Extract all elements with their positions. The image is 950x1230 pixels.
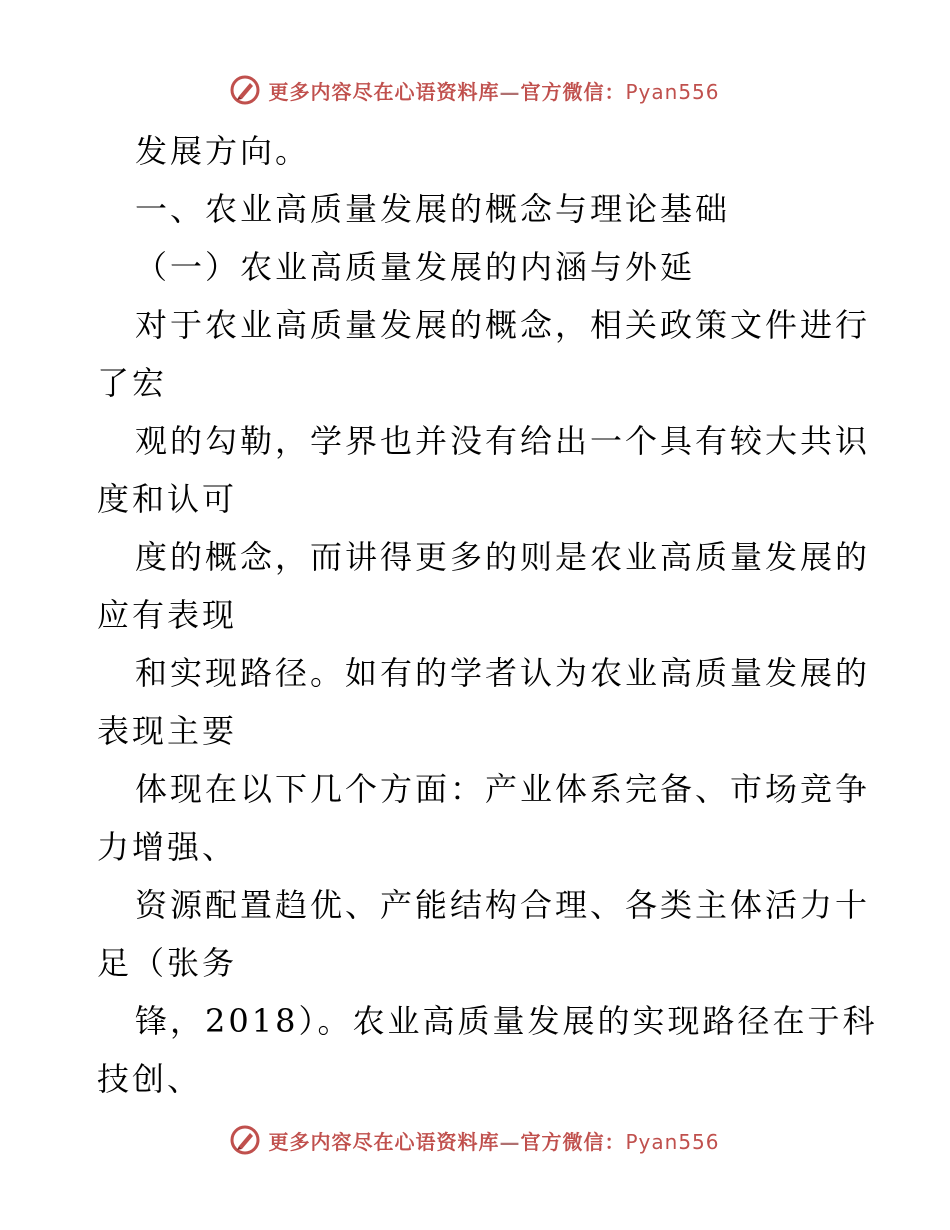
text-line: 观的勾勒，学界也并没有给出一个具有较大共识: [135, 422, 871, 460]
pen-logo-icon: [230, 75, 260, 105]
text-line: 度和认可: [97, 480, 238, 518]
text-line: 体现在以下几个方面：产业体系完备、市场竞争: [135, 770, 871, 808]
watermark-text: [268, 1126, 719, 1155]
text-line: 应有表现: [97, 596, 238, 634]
text-line: 度的概念，而讲得更多的则是农业高质量发展的: [135, 538, 871, 576]
section-heading: 一、农业高质量发展的概念与理论基础: [135, 190, 731, 228]
text-line: 资源配置趋优、产能结构合理、各类主体活力十: [135, 886, 871, 924]
footer-watermark: [0, 1120, 950, 1160]
watermark-slogan: 更多内容尽在心语资料库: [268, 1129, 500, 1154]
text-line: 和实现路径。如有的学者认为农业高质量发展的: [135, 654, 871, 692]
header-watermark: [0, 70, 950, 110]
watermark-official: 官方微信：: [520, 79, 626, 104]
document-body: [97, 122, 878, 1108]
text-line: 锋，2018）。农业高质量发展的实现路径在于科: [135, 1002, 878, 1040]
watermark-official: 官方微信：: [520, 1129, 626, 1154]
text-line: 表现主要: [97, 712, 238, 750]
watermark-separator: —: [499, 1129, 521, 1154]
text-line: 了宏: [97, 364, 168, 402]
text-line: 发展方向。: [135, 132, 311, 170]
pen-logo-icon: [230, 1125, 260, 1155]
watermark-text: [268, 76, 719, 105]
text-line: 足（张务: [97, 944, 238, 982]
text-line: 力增强、: [97, 828, 238, 866]
text-line: 技创、: [97, 1060, 203, 1098]
subsection-heading: （一）农业高质量发展的内涵与外延: [135, 248, 696, 286]
watermark-slogan: 更多内容尽在心语资料库: [268, 79, 500, 104]
watermark-handle: Pyan556: [625, 1129, 720, 1154]
watermark-handle: Pyan556: [625, 79, 720, 104]
text-line: 对于农业高质量发展的概念，相关政策文件进行: [135, 306, 871, 344]
watermark-separator: —: [499, 79, 521, 104]
